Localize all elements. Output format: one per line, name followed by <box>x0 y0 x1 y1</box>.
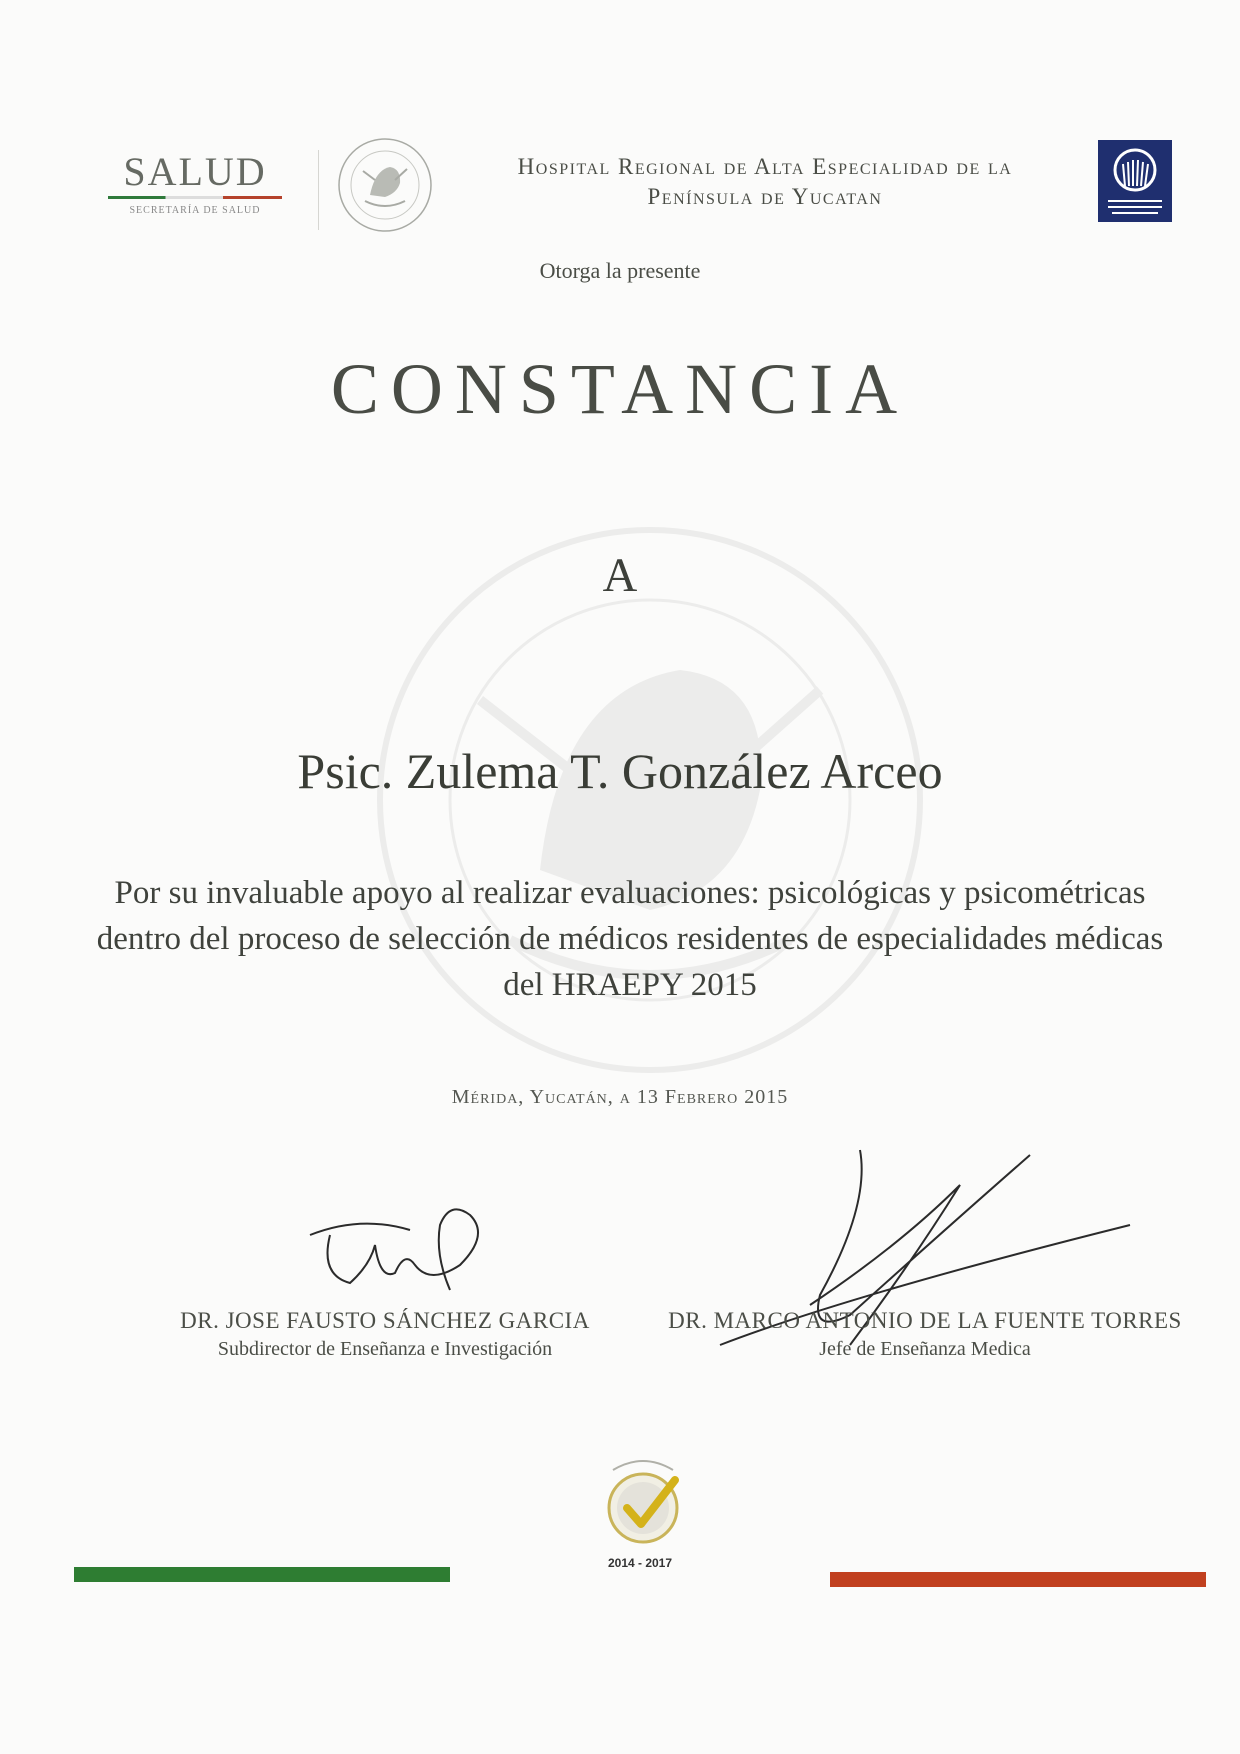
salud-logo-rule <box>108 196 282 199</box>
hospital-logo <box>1098 140 1172 222</box>
national-coat-of-arms-seal <box>335 135 435 235</box>
signatory-1-role: Subdirector de Enseñanza e Investigación <box>217 1338 553 1360</box>
addressee-label: A <box>602 549 638 602</box>
intro-text: Otorga la presente <box>539 258 701 283</box>
signatory-2-name: DR. MARCO ANTONIO DE LA FUENTE TORRES <box>668 1308 1182 1333</box>
header-divider <box>318 150 319 230</box>
signature-1 <box>300 1195 500 1305</box>
hospital-name-line-2: Península de Yucatan <box>647 184 883 209</box>
place-and-date: Mérida, Yucatán, a 13 Febrero 2015 <box>451 1086 789 1108</box>
signatory-1 <box>125 1308 645 1361</box>
signatory-2-role: Jefe de Enseñanza Medica <box>819 1338 1031 1360</box>
certification-years: 2014 - 2017 <box>607 1556 673 1570</box>
document-title: CONSTANCIA <box>330 349 910 429</box>
salud-logo-subtitle: SECRETARÍA DE SALUD <box>129 205 261 216</box>
salud-logo-word: SALUD <box>123 149 267 194</box>
flag-stripe-green <box>74 1567 450 1582</box>
certification-seal <box>595 1450 695 1555</box>
signatory-1-name: DR. JOSE FAUSTO SÁNCHEZ GARCIA <box>180 1308 590 1333</box>
hospital-name-line-1: Hospital Regional de Alta Especialidad de la <box>517 154 1013 179</box>
recipient-name: Psic. Zulema T. González Arceo <box>297 743 943 799</box>
flag-stripe-red <box>830 1572 1206 1587</box>
salud-logo <box>100 150 290 230</box>
hospital-name <box>455 152 1075 212</box>
recognition-reason: Por su invaluable apoyo al realizar evaluaciones: psicológicas y psicométricas dentro del proceso de selección de médicos residentes de especialidades médicas del HRAEPY 2015 <box>96 875 1164 1003</box>
signatory-2 <box>640 1308 1210 1361</box>
